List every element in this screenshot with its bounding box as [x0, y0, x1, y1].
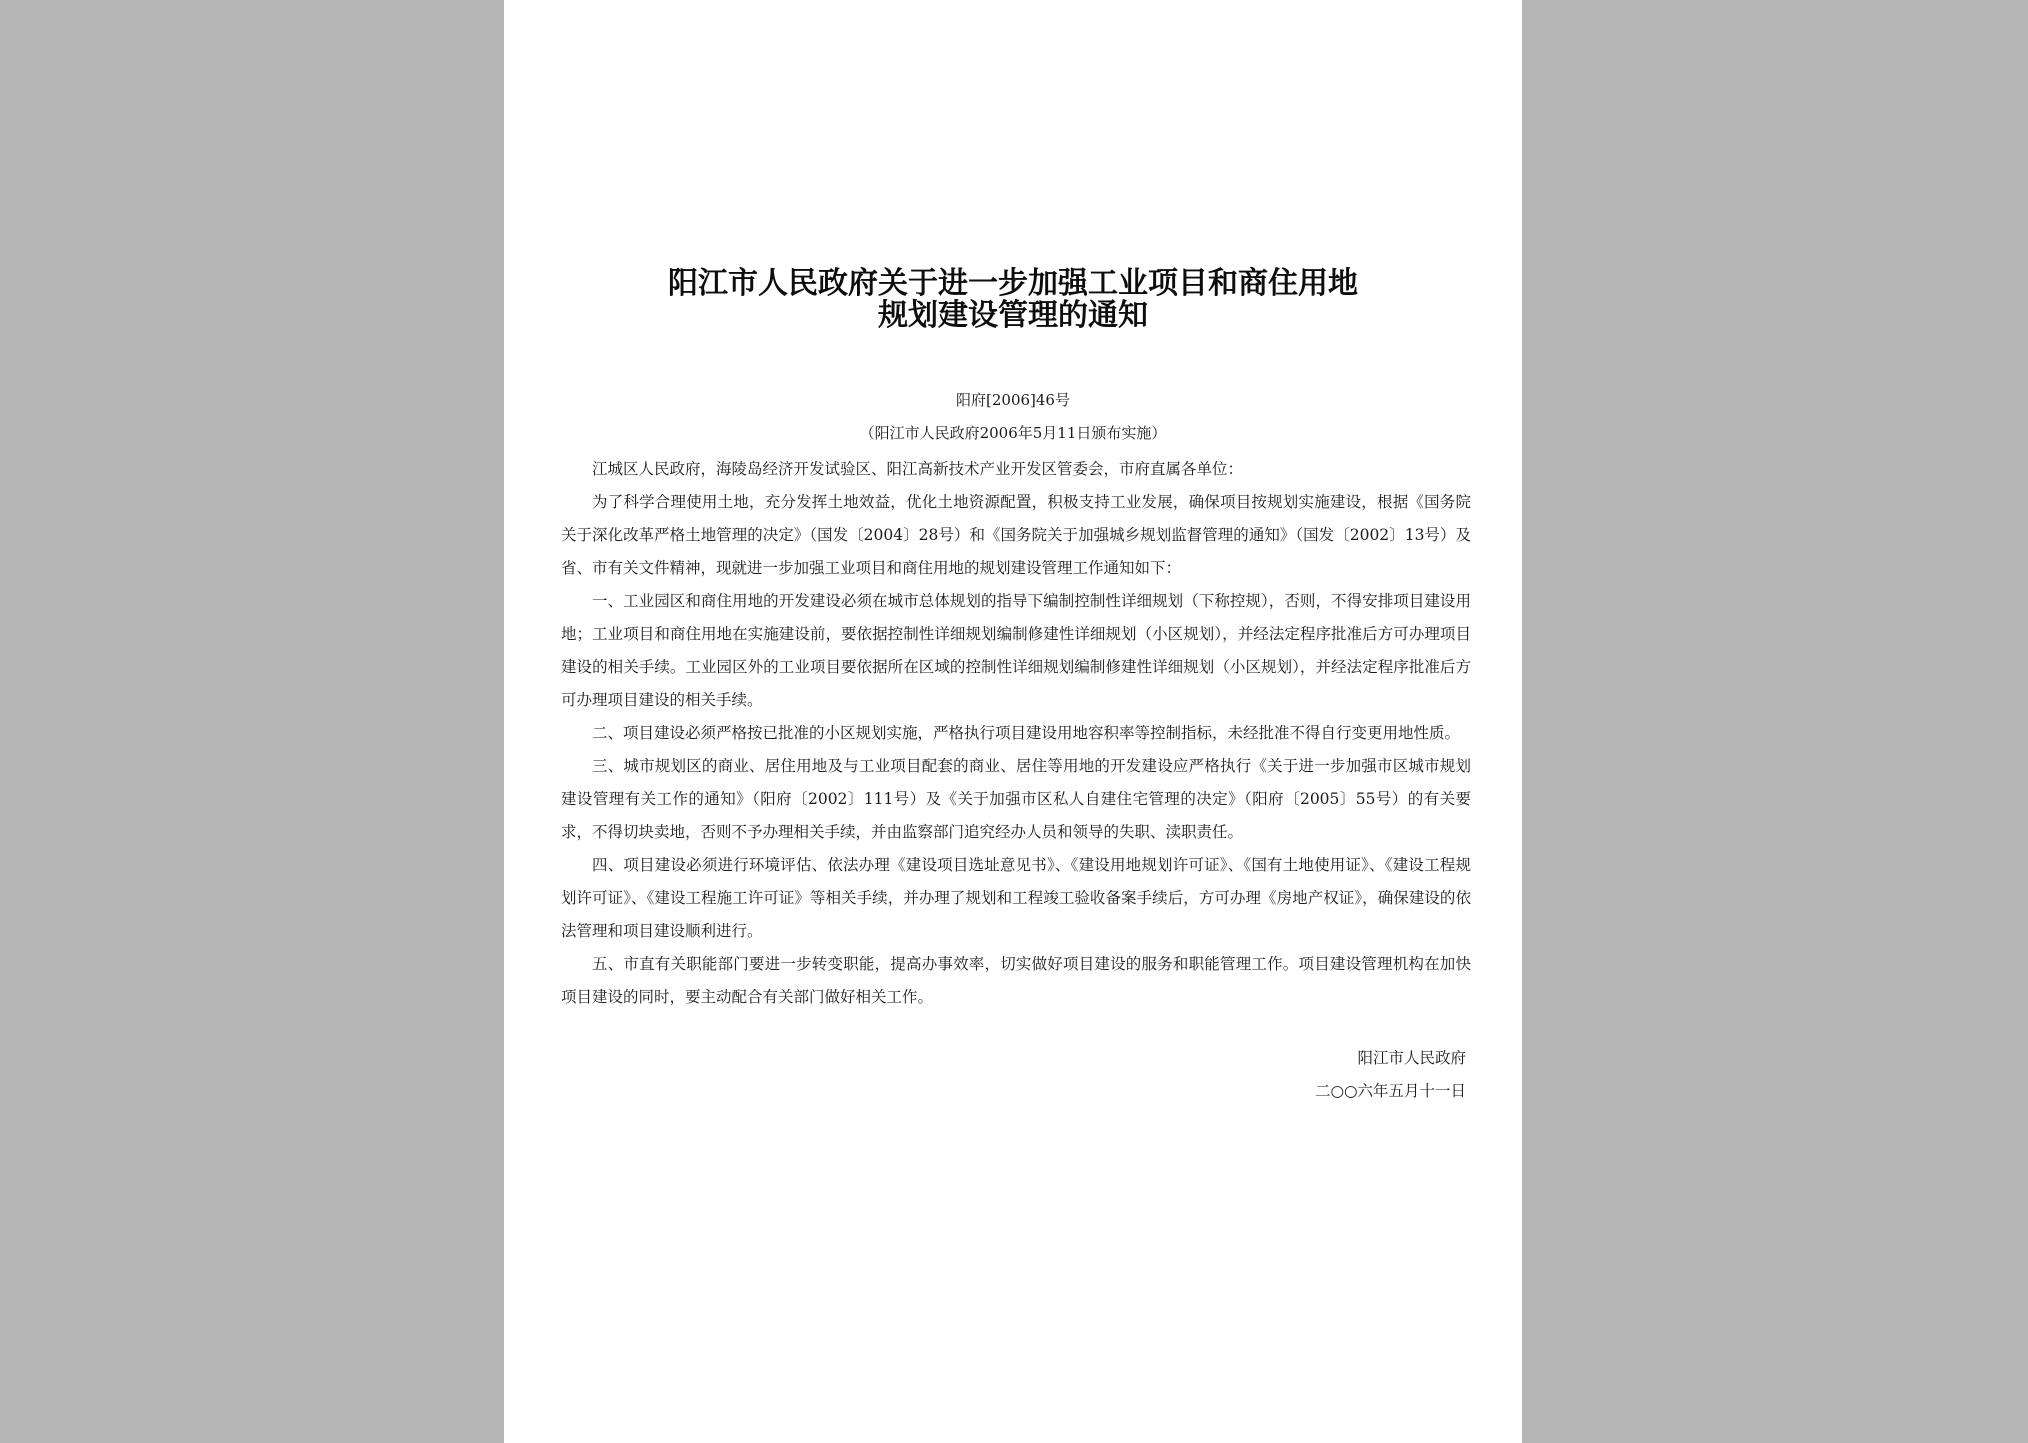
issued-note: （阳江市人民政府2006年5月11日颁布实施）: [859, 424, 1167, 442]
paragraph-item-4: 四、项目建设必须进行环境评估、依法办理《建设项目选址意见书》、《建设用地规划许可证》、《国有土地使用证》、《建设工程规划许可证》、《建设工程施工许可证》等相关手续，并办理了规划和工程竣工验收备案手续后，方可办理《房地产权证》，确保建设的依法管理和项目建设顺利进行。: [561, 856, 1471, 940]
paragraph-item-5: 五、市直有关职能部门要进一步转变职能，提高办事效率，切实做好项目建设的服务和职能管理工作。项目建设管理机构在加快项目建设的同时，要主动配合有关部门做好相关工作。: [561, 955, 1471, 1006]
salutation: 江城区人民政府，海陵岛经济开发试验区、阳江高新技术产业开发区管委会，市府直属各单位：: [592, 460, 1244, 478]
signature-date: 二○○六年五月十一日: [1314, 1082, 1466, 1100]
document-page: [504, 0, 1522, 1443]
document-number: 阳府[2006]46号: [956, 391, 1070, 409]
paragraph-item-1: 一、工业园区和商住用地的开发建设必须在城市总体规划的指导下编制控制性详细规划（下称控规），否则，不得安排项目建设用地；工业项目和商住用地在实施建设前，要依据控制性详细规划编制修建性详细规划（小区规划），并经法定程序批准后方可办理项目建设的相关手续。工业园区外的工业项目要依据所在区域的控制性详细规划编制修建性详细规划（小区规划），并经法定程序批准后方可办理项目建设的相关手续。: [561, 592, 1471, 709]
signature-organization: 阳江市人民政府: [1357, 1049, 1466, 1067]
document-title-line-2: 规划建设管理的通知: [878, 298, 1148, 333]
paragraph-item-3: 三、城市规划区的商业、居住用地及与工业项目配套的商业、居住等用地的开发建设应严格执行《关于进一步加强市区城市规划建设管理有关工作的通知》（阳府〔2002〕111号）及《关于加强市区私人自建住宅管理的决定》（阳府〔2005〕55号）的有关要求，不得切块卖地，否则不予办理相关手续，并由监察部门追究经办人员和领导的失职、渎职责任。: [561, 757, 1471, 841]
document-title-line-1: 阳江市人民政府关于进一步加强工业项目和商住用地: [668, 266, 1358, 301]
paragraph-item-2: 二、项目建设必须严格按已批准的小区规划实施，严格执行项目建设用地容积率等控制指标，未经批准不得自行变更用地性质。: [592, 724, 1461, 742]
document-body: [561, 453, 1471, 1014]
paragraph-intro: 为了科学合理使用土地，充分发挥土地效益，优化土地资源配置，积极支持工业发展，确保项目按规划实施建设，根据《国务院关于深化改革严格土地管理的决定》（国发〔2004〕28号）和《国务院关于加强城乡规划监督管理的通知》（国发〔2002〕13号）及省、市有关文件精神，现就进一步加强工业项目和商住用地的规划建设管理工作通知如下：: [561, 493, 1471, 577]
